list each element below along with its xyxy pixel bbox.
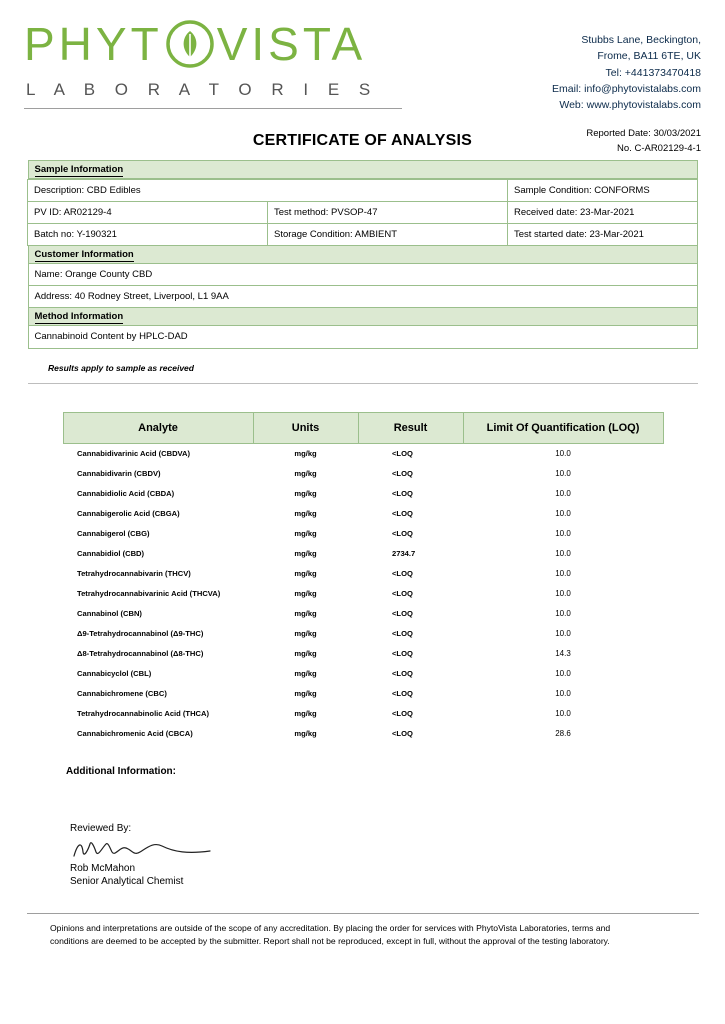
cell-units: mg/kg [294,489,317,499]
cell-result: <LOQ [392,529,413,539]
cell-units: mg/kg [294,529,317,539]
cell-result: <LOQ [392,569,413,579]
cell-analyte: Tetrahydrocannabivarin (THCV) [77,569,191,579]
method-information-table [28,326,698,349]
table-row [28,264,697,286]
sample-condition: Sample Condition: CONFORMS [508,179,698,201]
cell-analyte: Cannabichromenic Acid (CBCA) [77,729,193,739]
logo-divider [24,108,402,109]
header-loq: Limit Of Quantification (LOQ) [463,412,663,443]
cell-result: <LOQ [392,709,413,719]
cell-result: <LOQ [392,449,413,459]
table-row [28,179,698,201]
address-line: Stubbs Lane, Beckington, [581,34,701,46]
table-row [63,484,663,504]
cell-units: mg/kg [294,649,317,659]
cell-result: <LOQ [392,489,413,499]
cell-analyte: Cannabidiolic Acid (CBDA) [77,489,175,499]
customer-address: Address: 40 Rodney Street, Liverpool, L1 9AA [28,286,697,308]
address-web: Web: www.phytovistalabs.com [559,99,701,112]
cell-units: mg/kg [294,509,317,519]
report-number: No. C-AR02129-4-1 [617,142,701,154]
cell-result: <LOQ [392,609,413,619]
cell-units: mg/kg [294,669,317,679]
header-analyte: Analyte [63,412,253,443]
cell-units: mg/kg [294,689,317,699]
results-table-header-row [63,412,663,443]
signer-role: Senior Analytical Chemist [70,876,184,888]
cell-analyte: Cannabigerol (CBG) [77,529,150,539]
table-row [63,443,663,464]
table-row [63,704,663,724]
table-row [28,326,697,348]
cell-result: <LOQ [392,509,413,519]
method-information-band-label: Method Information [34,311,124,323]
cell-analyte: Cannabicyclol (CBL) [77,669,152,679]
cell-loq: 10.0 [555,449,571,459]
table-row [63,724,663,744]
cell-units: mg/kg [294,629,317,639]
cell-loq: 10.0 [555,529,571,539]
address-phone: Tel: +441373470418 [605,66,701,79]
cell-result: 2734.7 [392,549,416,559]
method-information-band [28,308,698,326]
sample-information-table [27,179,698,246]
page-title: CERTIFICATE OF ANALYSIS [252,131,473,149]
company-logo [24,18,404,109]
address-email: Email: info@phytovistalabs.com [552,82,701,95]
cell-result: <LOQ [392,469,413,479]
cell-units: mg/kg [294,609,317,619]
cell-loq: 10.0 [555,709,571,719]
method-name: Cannabinoid Content by HPLC-DAD [28,326,697,348]
test-method: Test method: PVSOP-47 [268,201,508,223]
results-note: Results apply to sample as received [48,362,194,373]
cell-units: mg/kg [294,449,317,459]
customer-name: Name: Orange County CBD [28,264,697,286]
cell-analyte: Δ8-Tetrahydrocannabinol (Δ8-THC) [77,649,204,659]
cell-units: mg/kg [294,589,317,599]
logo-text-right: VISTA [216,18,367,70]
cell-result: <LOQ [392,669,413,679]
table-row [63,564,663,584]
cell-loq: 10.0 [555,549,571,559]
signer-name: Rob McMahon [70,862,136,874]
table-row [63,524,663,544]
leaf-logo-icon [164,18,216,70]
cell-loq: 10.0 [555,629,571,639]
page-header [24,18,701,113]
reviewed-by-label: Reviewed By: [70,822,132,834]
cell-units: mg/kg [294,469,317,479]
table-row [28,286,697,308]
cell-analyte: Cannabidivarin (CBDV) [77,469,161,479]
sample-information-band [28,160,698,179]
results-table [63,412,664,744]
sample-information-band-label: Sample Information [34,163,124,175]
cell-analyte: Δ9-Tetrahydrocannabinol (Δ9-THC) [77,629,204,639]
cell-result: <LOQ [392,629,413,639]
cell-loq: 10.0 [555,469,571,479]
table-row [63,604,663,624]
cell-loq: 10.0 [555,569,571,579]
results-table-body [63,443,663,744]
signer-block [70,862,701,889]
results-table-wrapper [63,412,663,744]
table-row [63,684,663,704]
test-started-date: Test started date: 23-Mar-2021 [508,223,698,245]
batch-no: Batch no: Y-190321 [28,223,268,245]
cell-loq: 10.0 [555,689,571,699]
cell-result: <LOQ [392,589,413,599]
cell-loq: 10.0 [555,489,571,499]
cell-analyte: Cannabidivarinic Acid (CBDVA) [77,449,191,459]
table-row [63,464,663,484]
table-row [63,644,663,664]
company-address [552,18,701,113]
cell-result: <LOQ [392,689,413,699]
footer-divider [27,913,699,914]
storage-condition: Storage Condition: AMBIENT [268,223,508,245]
cell-loq: 10.0 [555,609,571,619]
cell-units: mg/kg [294,569,317,579]
sample-description: Description: CBD Edibles [28,179,508,201]
additional-information-label: Additional Information: [66,765,176,777]
cell-loq: 10.0 [555,589,571,599]
received-date: Received date: 23-Mar-2021 [508,201,698,223]
header-result: Result [358,412,463,443]
disclaimer-text: Opinions and interpretations are outside of the scope of any accreditation. By placing the order for services with PhytoVista Laboratories, terms and conditions are deemed to be accepted by the submitter. Report shall not be reproduced, except in full, without the approval of the testing laboratory. [50,922,611,946]
cell-loq: 10.0 [555,509,571,519]
cell-analyte: Tetrahydrocannabinolic Acid (THCA) [77,709,210,719]
table-row [63,584,663,604]
cell-units: mg/kg [294,549,317,559]
table-row [28,223,698,245]
header-units: Units [253,412,358,443]
cell-result: <LOQ [392,729,413,739]
pv-id: PV ID: AR02129-4 [28,201,268,223]
cell-loq: 28.6 [555,729,571,739]
section-divider [28,383,698,384]
cell-units: mg/kg [294,729,317,739]
cell-result: <LOQ [392,649,413,659]
table-row [63,544,663,564]
cell-loq: 14.3 [555,649,571,659]
cell-loq: 10.0 [555,669,571,679]
customer-information-table [28,264,698,309]
cell-analyte: Cannabinol (CBN) [77,609,142,619]
cell-analyte: Cannabichromene (CBC) [77,689,167,699]
reported-date: Reported Date: 30/03/2021 [586,128,701,140]
address-line: Frome, BA11 6TE, UK [597,50,701,63]
customer-information-band [28,246,698,264]
customer-information-band-label: Customer Information [34,248,134,260]
table-row [28,201,698,223]
logo-subtitle: L A B O R A T O R I E S [26,80,378,99]
table-row [63,664,663,684]
signature-image [70,836,701,862]
logo-text-left: PHYT [24,18,163,70]
cell-analyte: Cannabigerolic Acid (CBGA) [77,509,180,519]
cell-analyte: Tetrahydrocannabivarinic Acid (THCVA) [77,589,221,599]
table-row [63,504,663,524]
table-row [63,624,663,644]
cell-analyte: Cannabidiol (CBD) [77,549,145,559]
cell-units: mg/kg [294,709,317,719]
